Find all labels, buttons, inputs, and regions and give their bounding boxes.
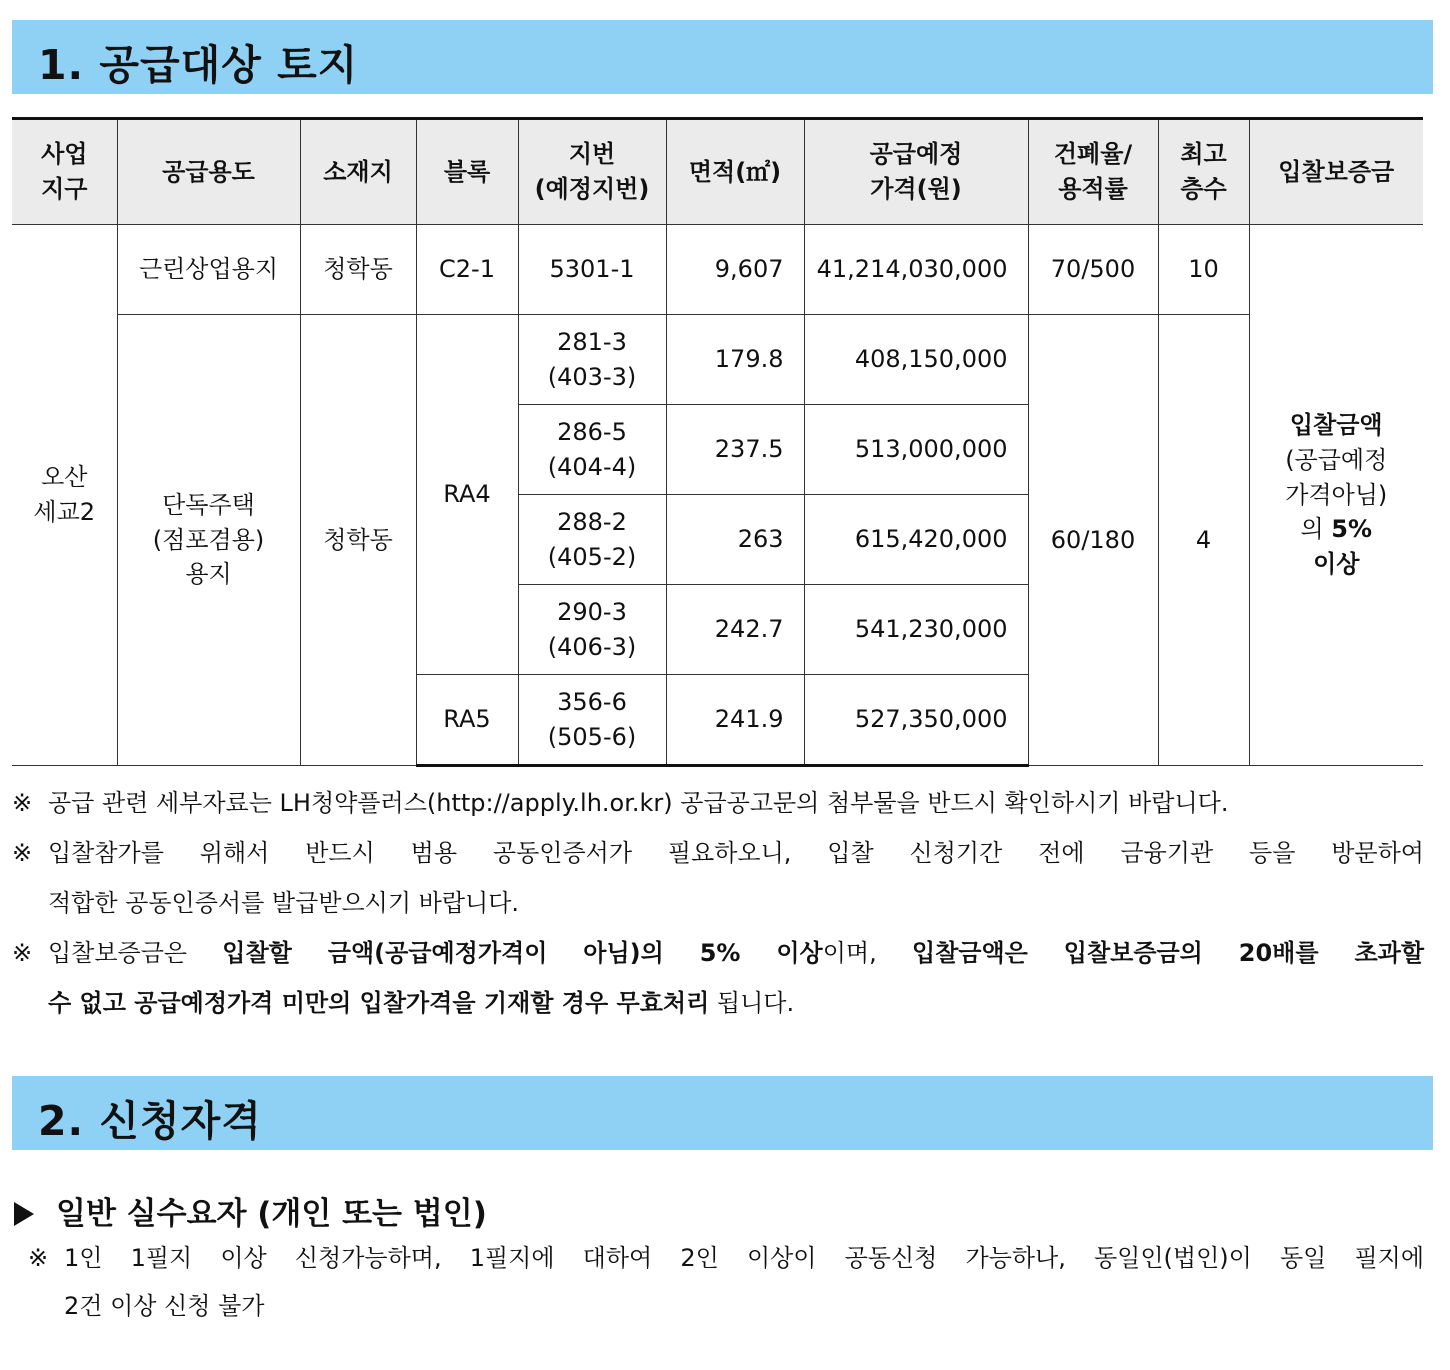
header-floors: 최고 층수 (1158, 119, 1249, 225)
reference-mark-icon: ※ (12, 939, 33, 967)
location-cell: 청학동 (300, 225, 416, 315)
header-price: 공급예정 가격(원) (804, 119, 1028, 225)
lot-cell: 286-5 (404-4) (518, 405, 666, 495)
note-deposit: ※ 입찰보증금은 입찰할 금액(공급예정가격이 아님)의 5% 이상이며, 입찰금액은 입찰보증금의 20배를 초과할 수 없고 공급예정가격 미만의 입찰가격을 기재할 경우 무효처리 됩니다. (12, 928, 1424, 1028)
area-cell: 237.5 (666, 405, 804, 495)
section-2-title: 2. 신청자격 (38, 1097, 262, 1145)
header-ratio: 건폐율/ 용적률 (1028, 119, 1158, 225)
area-cell: 179.8 (666, 315, 804, 405)
reference-mark-icon: ※ (28, 1244, 49, 1272)
header-district: 사업 지구 (12, 119, 117, 225)
area-cell: 241.9 (666, 675, 804, 766)
header-lot: 지번 (예정지번) (518, 119, 666, 225)
reference-mark-icon: ※ (12, 789, 33, 817)
block-cell: RA5 (416, 675, 518, 766)
lot-cell: 356-6 (505-6) (518, 675, 666, 766)
price-cell: 408,150,000 (804, 315, 1028, 405)
district-cell: 오산 세교2 (12, 225, 117, 766)
price-cell: 527,350,000 (804, 675, 1028, 766)
section-2-header (12, 1076, 1433, 1150)
lot-cell: 281-3 (403-3) (518, 315, 666, 405)
section-1-header (12, 20, 1433, 94)
use-cell: 근린상업용지 (117, 225, 300, 315)
floors-cell: 10 (1158, 225, 1249, 315)
header-use: 공급용도 (117, 119, 300, 225)
price-cell: 513,000,000 (804, 405, 1028, 495)
price-cell: 541,230,000 (804, 585, 1028, 675)
lot-cell: 290-3 (406-3) (518, 585, 666, 675)
supply-land-table (12, 117, 1423, 767)
header-area: 면적(㎡) (666, 119, 804, 225)
ratio-cell: 60/180 (1028, 315, 1158, 766)
subsection-heading: 일반 실수요자 (개인 또는 법인) (14, 1188, 487, 1233)
block-cell: RA4 (416, 315, 518, 675)
use-cell: 단독주택 (점포겸용) 용지 (117, 315, 300, 766)
note-certificate: ※ 입찰참가를 위해서 반드시 범용 공동인증서가 필요하오니, 입찰 신청기간 전에 금융기관 등을 방문하여 적합한 공동인증서를 발급받으시기 바랍니다. (12, 828, 1424, 928)
section-1-title: 1. 공급대상 토지 (38, 41, 359, 89)
location-cell: 청학동 (300, 315, 416, 766)
price-cell: 615,420,000 (804, 495, 1028, 585)
lot-cell: 5301-1 (518, 225, 666, 315)
note-detail-info: ※ 공급 관련 세부자료는 LH청약플러스(http://apply.lh.or.kr) 공급공고문의 첨부물을 반드시 확인하시기 바랍니다. (12, 778, 1424, 828)
lot-cell: 288-2 (405-2) (518, 495, 666, 585)
area-cell: 9,607 (666, 225, 804, 315)
price-cell: 41,214,030,000 (804, 225, 1028, 315)
area-cell: 242.7 (666, 585, 804, 675)
area-cell: 263 (666, 495, 804, 585)
note-application-limit: ※ 1인 1필지 이상 신청가능하며, 1필지에 대하여 2인 이상이 공동신청 가능하나, 동일인(법인)이 동일 필지에 2건 이상 신청 불가 (28, 1234, 1424, 1330)
header-block: 블록 (416, 119, 518, 225)
triangle-bullet-icon (14, 1202, 34, 1226)
table-row (12, 315, 1423, 405)
block-cell: C2-1 (416, 225, 518, 315)
deposit-cell: 입찰금액 (공급예정 가격아님) 의 5% 이상 (1249, 225, 1423, 766)
table-row (12, 225, 1423, 315)
header-deposit: 입찰보증금 (1249, 119, 1423, 225)
header-location: 소재지 (300, 119, 416, 225)
floors-cell: 4 (1158, 315, 1249, 766)
table-header-row (12, 119, 1423, 225)
ratio-cell: 70/500 (1028, 225, 1158, 315)
reference-mark-icon: ※ (12, 839, 33, 867)
